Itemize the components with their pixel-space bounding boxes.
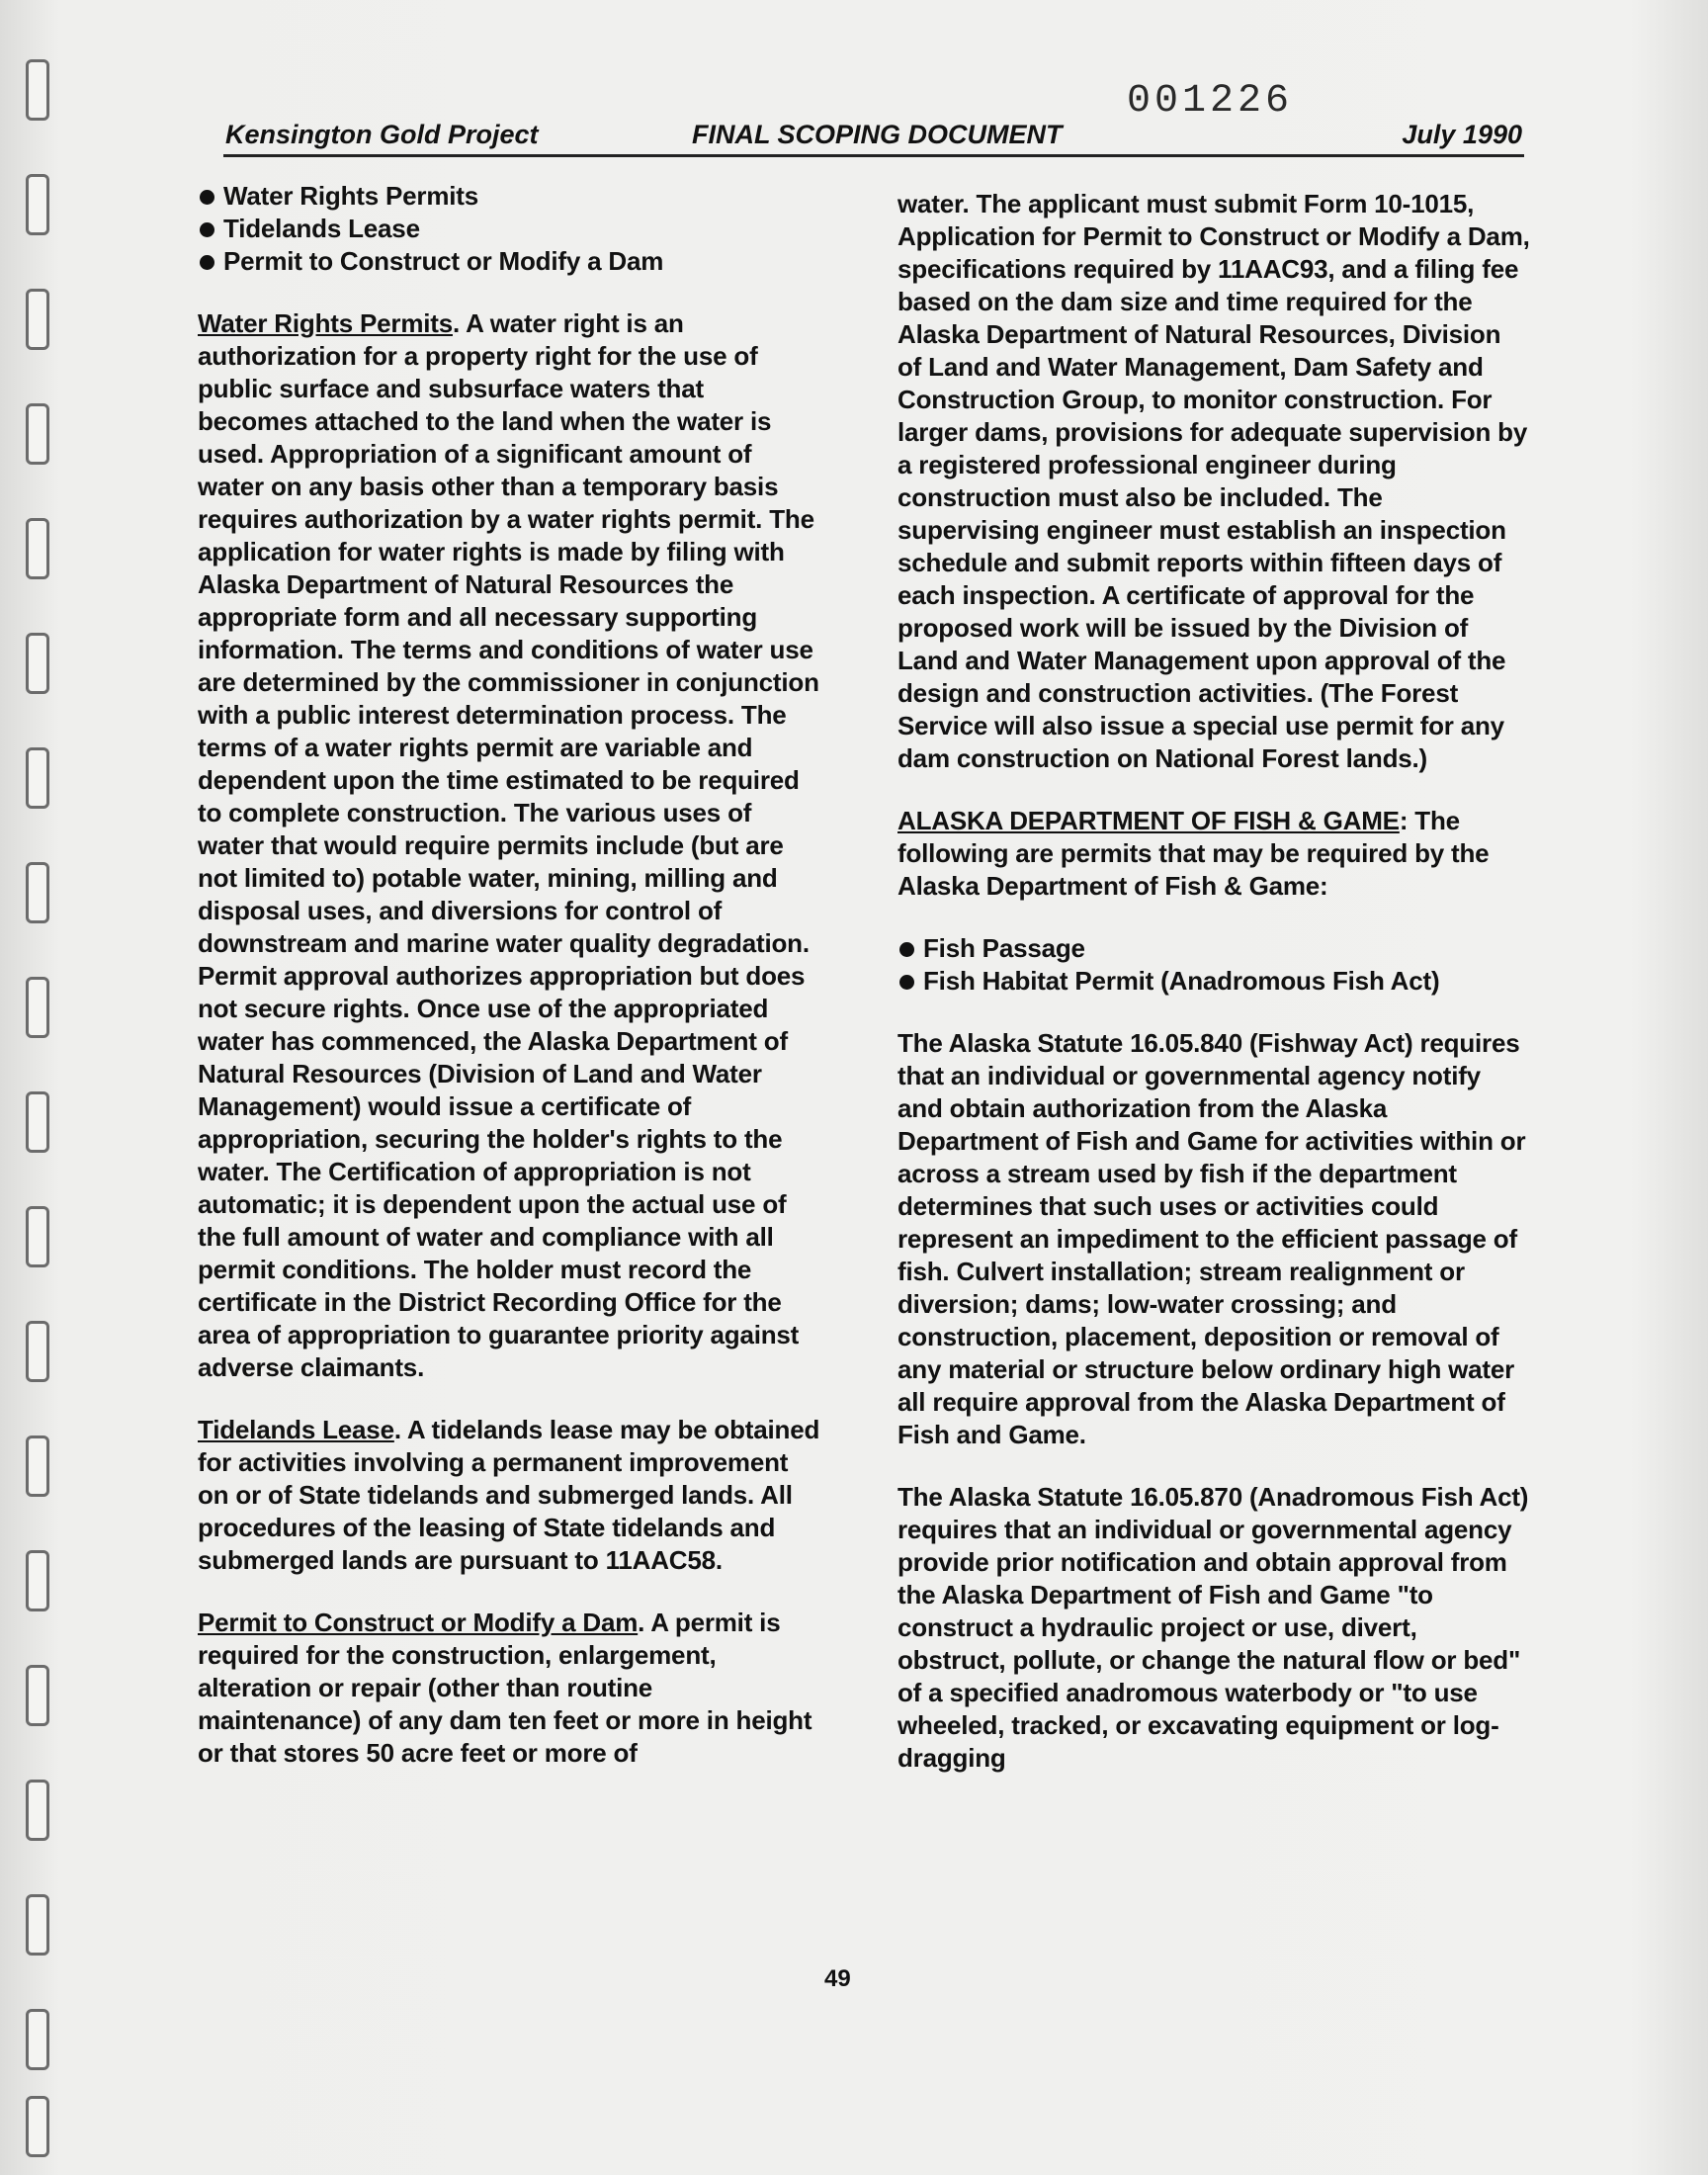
fish-permit-bullet-list <box>897 932 1530 998</box>
page-number: 49 <box>824 1965 851 1992</box>
binder-hole <box>26 1436 49 1497</box>
binder-hole <box>26 1206 49 1267</box>
document-stamp-number: 001226 <box>1127 79 1294 124</box>
binder-hole <box>26 1550 49 1611</box>
header-date: July 1990 <box>1402 120 1522 149</box>
fish-game-body: : The following are permits that may be required by the Alaska Department of Fish & Game: <box>897 806 1490 901</box>
bullet-item: Fish Habitat Permit (Anadromous Fish Act) <box>897 965 1530 998</box>
bullet-item: Permit to Construct or Modify a Dam <box>198 245 820 278</box>
binder-hole <box>26 59 49 121</box>
binder-hole <box>26 2096 49 2157</box>
binder-hole <box>26 1091 49 1153</box>
dam-heading: Permit to Construct or Modify a Dam <box>198 1608 639 1637</box>
fishway-act-paragraph: The Alaska Statute 16.05.840 (Fishway Act) requires that an individual or governmental agency notify and obtain authorization from the Alaska Department of Fish and Game for activities within or across a stream used by fish if the department determines that such uses or activities could represent an impediment to the efficient passage of fish. Culvert installation; stream realignment or diversion; dams; low-water crossing; and construction, placement, deposition or removal of any material or structure below ordinary high water all require approval from the Alaska Department of Fish and Game. <box>897 1028 1526 1449</box>
dam-paragraph <box>198 1607 820 1770</box>
binder-hole <box>26 403 49 465</box>
running-header <box>223 111 1524 157</box>
fish-game-heading: ALASKA DEPARTMENT OF FISH & GAME <box>897 806 1400 835</box>
binder-hole <box>26 633 49 694</box>
binder-hole <box>26 1894 49 1956</box>
tidelands-body: . A tidelands lease may be obtained for activities involving a permanent improvement on or of State tidelands and submerged lands. All procedures of the leasing of State tidelands and submerged lands are pursuant to 11AAC58. <box>198 1415 820 1575</box>
binder-hole <box>26 2009 49 2070</box>
binder-hole <box>26 862 49 923</box>
permit-bullet-list <box>198 180 820 278</box>
binder-hole <box>26 518 49 579</box>
binder-hole <box>26 1321 49 1382</box>
tidelands-heading: Tidelands Lease <box>198 1415 394 1444</box>
water-rights-body: . A water right is an authorization for a property right for the use of public surface and subsurface waters that becomes attached to the land when the water is used. Appropriation of a significant amount of water on any basis other than a temporary basis requires authorization by a water rights permit. The application for water rights is made by filing with Alaska Department of Natural Resources the appropriate form and all necessary supporting information. The terms and conditions of water use are determined by the commissioner in conjunction with a public interest determination process. The terms of a water rights permit are variable and dependent upon the time estimated to be required to complete construction. The various uses of water that would require permits include (but are not limited to) potable water, mining, milling and disposal uses, and diversions for control of downstream and marine water quality degradation. Permit approval authorizes appropriation but does not secure rights. Once use of the appropriated water has commenced, the Alaska Department of Natural Resources (Division of Land and Water Management) would issue a certificate of appropriation, securing the holder's rights to the water. The Certification of appropriation is not automatic; it is dependent upon the actual use of the full amount of water and compliance with all permit conditions. The holder must record the certificate in the District Recording Office for the area of appropriation to guarantee priority against adverse claimants. <box>198 308 819 1382</box>
bullet-item: Water Rights Permits <box>198 180 820 213</box>
binder-hole <box>26 289 49 350</box>
dam-body: . A permit is required for the construction, enlargement, alteration or repair (other than routine maintenance) of any dam ten feet or more in height or that stores 50 acre feet or more of <box>198 1608 812 1768</box>
fish-game-paragraph <box>897 805 1530 903</box>
left-column <box>198 180 820 1770</box>
header-document-title: FINAL SCOPING DOCUMENT <box>692 120 1063 149</box>
binder-hole <box>26 747 49 809</box>
bullet-item: Fish Passage <box>897 932 1530 965</box>
right-column <box>897 188 1530 1775</box>
water-rights-heading: Water Rights Permits <box>198 308 453 338</box>
header-project-name: Kensington Gold Project <box>225 120 539 149</box>
binder-hole <box>26 1665 49 1726</box>
anadromous-act-paragraph: The Alaska Statute 16.05.870 (Anadromous Fish Act) requires that an individual or governmental agency provide prior notification and obtain approval from the Alaska Department of Fish and Game "to construct a hydraulic project or use, divert, obstruct, pollute, or change the natural flow or bed" of a specified anadromous waterbody or "to use wheeled, tracked, or excavating equipment or log-dragging <box>897 1482 1529 1773</box>
binder-hole <box>26 174 49 235</box>
dam-continued-paragraph: water. The applicant must submit Form 10-1015, Application for Permit to Construct or Modify a Dam, specifications required by 11AAC93, and a filing fee based on the dam size and time required for the Alaska Department of Natural Resources, Division of Land and Water Management, Dam Safety and Construction Group, to monitor construction. For larger dams, provisions for adequate supervision by a registered professional engineer during construction must also be included. The supervising engineer must establish an inspection schedule and submit reports within fifteen days of each inspection. A certificate of approval for the proposed work will be issued by the Division of Land and Water Management upon approval of the design and construction activities. (The Forest Service will also issue a special use permit for any dam construction on National Forest lands.) <box>897 189 1530 773</box>
water-rights-paragraph <box>198 307 820 1384</box>
bullet-item: Tidelands Lease <box>198 213 820 245</box>
binder-hole <box>26 977 49 1038</box>
binder-holes <box>26 59 55 2155</box>
binder-hole <box>26 1780 49 1841</box>
tidelands-paragraph <box>198 1414 820 1577</box>
